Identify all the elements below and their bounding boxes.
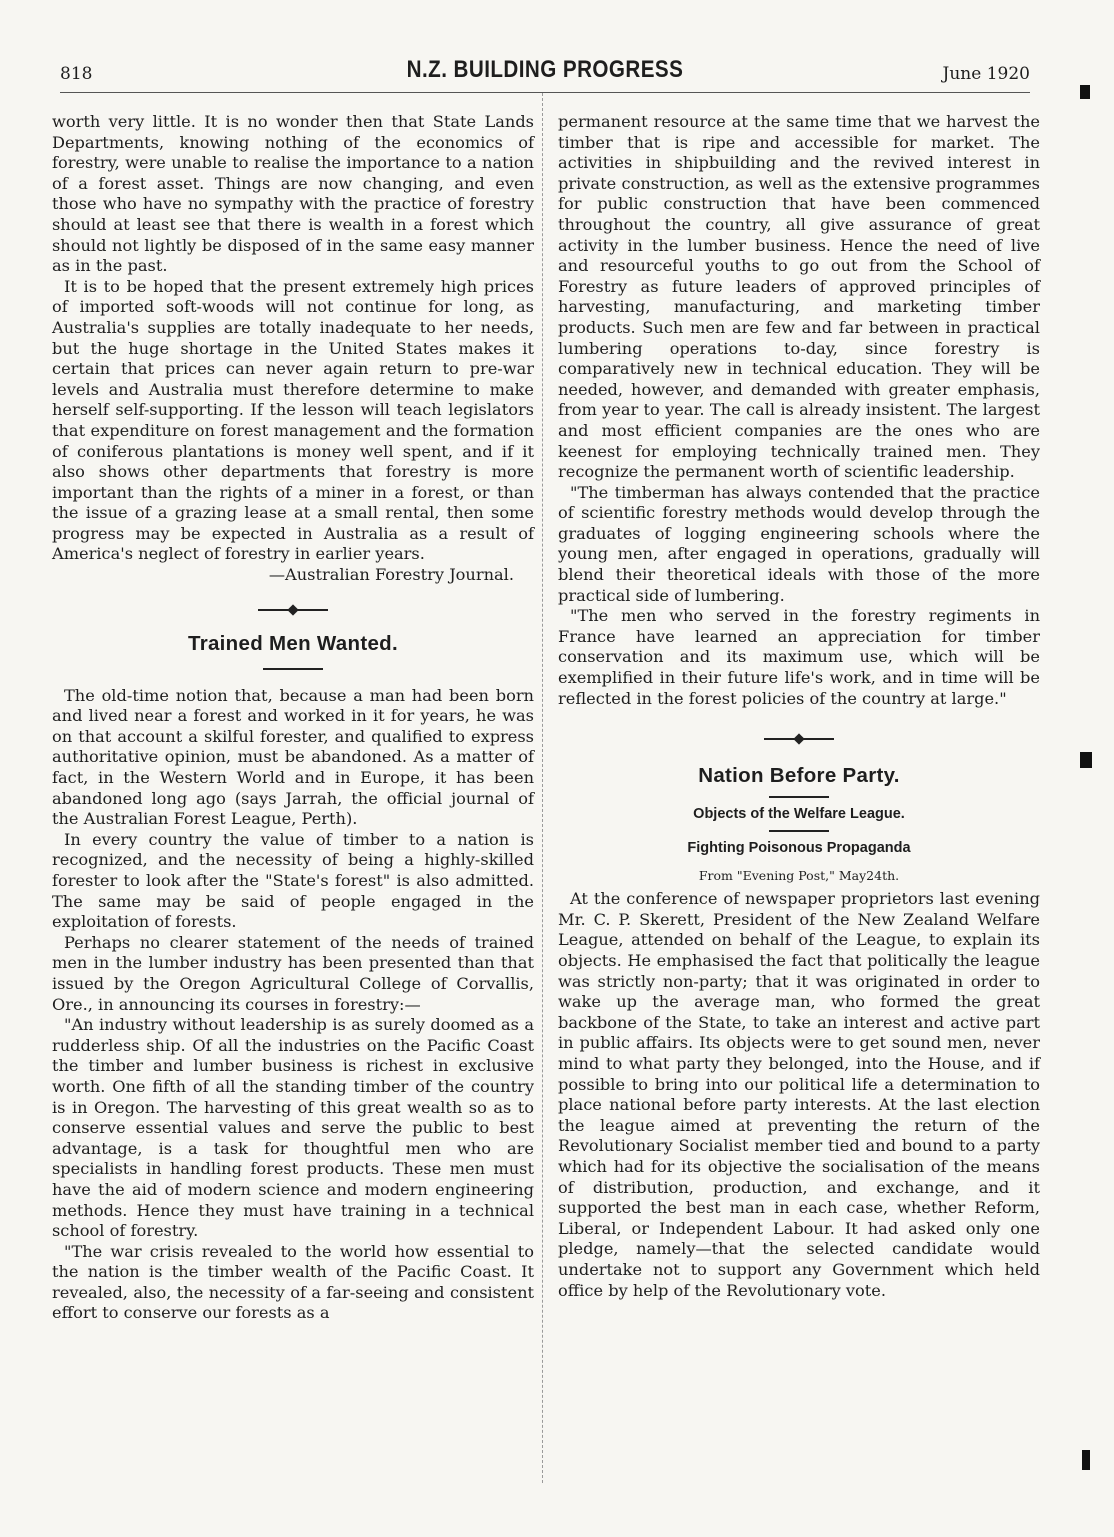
column-divider: [542, 93, 543, 1483]
paragraph: At the conference of newspaper proprietors last evening Mr. C. P. Skerett, President of the New Zealand Welfare League, attended on behalf of the League, to explain its objects. He emphasised the fact that politically the league was strictly non-party; that it was originated in order to wake up the average man, who formed the great backbone of the State, to take an interest and active part in public affairs. Its objects were to get sound men, never mind to what party they belonged, into the House, and if possible to bring into our political life a determination to place national before party interests. At the last election the league aimed at preventing the return of the Revolutionary Socialist member tied and bound to a party which had for its objective the socialisation of the means of distribution, production, and exchange, and it supported the best man in each case, whether Reform, Liberal, or Independent Labour. It had asked only one pledge, namely—that the selected candidate would undertake not to support any Government which held office by help of the Revolutionary vote.: [558, 889, 1040, 1300]
paragraph: It is to be hoped that the present extremely high prices of imported soft-woods will not continue for long, as Australia's supplies are totally inadequate to her needs, but the huge shortage in the United States makes it certain that prices can never again return to pre-war levels and Australia must therefore determine to make herself self-supporting. If the lesson will teach legislators that expenditure on forest management and the formation of coniferous plantations is money well spent, and if it also shows other departments that forestry is more important than the rights of a miner in a forest, or than the issue of a grazing lease at a small rental, then some progress may be expected in Australia as a result of America's neglect of forestry in earlier years.: [52, 276, 534, 564]
paragraph: "An industry without leadership is as surely doomed as a rudderless ship. Of all the industries on the Pacific Coast the timber and lumber business is richest in exclusive worth. One fifth of all the standing timber of the country is in Oregon. The harvesting of this great wealth so as to conserve essential values and serve the public to best advantage, is a task for thoughtful men who are specialists in handling forest products. These men must have the aid of modern science and modern engineering methods. Hence they must have training in a technical school of forestry.: [52, 1015, 534, 1241]
paragraph: In every country the value of timber to a nation is recognized, and the necessity of being a highly-skilled forester to look after the "State's forest" is also admitted. The same may be said of people engaged in the exploitation of forests.: [52, 829, 534, 932]
article-headline: Trained Men Wanted.: [188, 631, 398, 655]
issue-date: June 1920: [942, 64, 1030, 84]
publication-title: N.Z. BUILDING PROGRESS: [406, 56, 684, 83]
right-column: [558, 112, 1040, 1301]
source-line: From "Evening Post," May24th.: [698, 868, 900, 884]
header-rule: [60, 92, 1030, 93]
paragraph: The old-time notion that, because a man had been born and lived near a forest and worked in it for years, he was on that account a skilful forester, and qualified to express authoritative opinion, must be abandoned. As a matter of fact, in the Western World and in Europe, it has been abandoned long ago (says Jarrah, the official journal of the Australian Forest League, Perth).: [52, 685, 534, 829]
binding-mark: [1080, 85, 1090, 99]
section-ornament: [764, 738, 834, 740]
article-headline: Nation Before Party.: [698, 764, 900, 788]
paragraph: "The men who served in the forestry regiments in France have learned an appreciation for timber conservation and its maximum use, which will be exemplified in their future life's work, and in time will be reflected in the forest policies of the country at large.": [558, 606, 1040, 708]
paragraph: worth very little. It is no wonder then that State Lands Departments, knowing nothing of the economics of forestry, were unable to realise the importance to a nation of a forest asset. Things are now changing, and even those who have no sympathy with the practice of forestry should at least see that there is wealth in a forest which should not lightly be disposed of in the same easy manner as in the past.: [52, 112, 534, 276]
page-header: [60, 56, 1030, 96]
paragraph: Perhaps no clearer statement of the needs of trained men in the lumber industry has been presented than that issued by the Oregon Agricultural College of Corvallis, Ore., in announcing its courses in forestry:—: [52, 932, 534, 1014]
binding-mark: [1080, 752, 1092, 768]
paragraph: "The timberman has always contended that the practice of scientific forestry methods would develop through the graduates of logging engineering schools where the young men, after engaged in operations, gradually will blend their theoretical ideals with those of the more practical side of lumbering.: [558, 482, 1040, 605]
article-subhead: Objects of the Welfare League.: [693, 806, 905, 823]
binding-mark: [1082, 1450, 1090, 1470]
article-subhead: Fighting Poisonous Propaganda: [687, 840, 911, 857]
article-citation: —Australian Forestry Journal.: [268, 565, 514, 585]
paragraph: "The war crisis revealed to the world how essential to the nation is the timber wealth of the Pacific Coast. It revealed, also, the necessity of a far-seeing and consistent effort to conserve our forests as a: [52, 1241, 534, 1323]
section-ornament: [258, 609, 328, 611]
left-column: [52, 112, 534, 1324]
paragraph: permanent resource at the same time that we harvest the timber that is ripe and accessible for market. The activities in shipbuilding and the revived interest in private construction, as well as the extensive programmes for public construction that have been commenced throughout the country, all give assurance of great activity in the lumber business. Hence the need of live and resourceful youths to go out from the School of Forestry as future leaders of approved principles of harvesting, manufacturing, and marketing timber products. Such men are few and far between in practical lumbering operations to-day, since forestry is comparatively new in technical education. They will be needed, however, and demanded with greater emphasis, from year to year. The call is already insistent. The largest and most efficient companies are the ones who are keenest for employing technically trained men. They recognize the permanent worth of scientific leadership.: [558, 112, 1040, 482]
page-number: 818: [60, 64, 93, 84]
